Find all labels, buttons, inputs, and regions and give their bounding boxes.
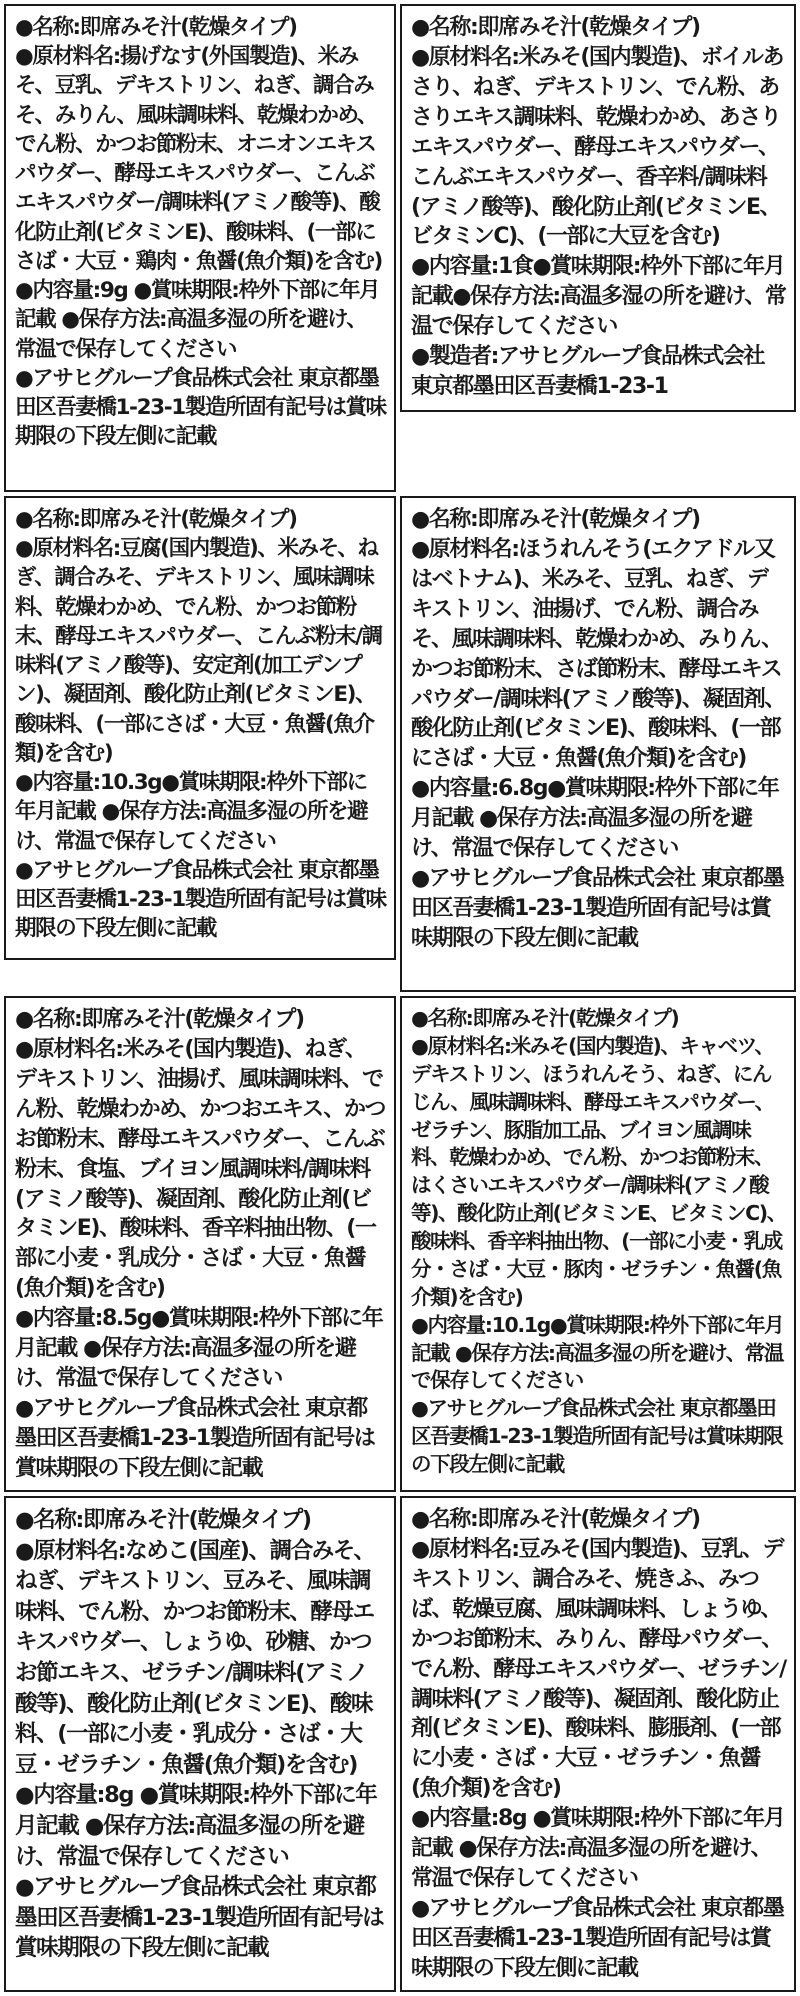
manufacturer-line: ●アサヒグループ食品株式会社 東京都墨田区吾妻橋1-23-1製造所固有記号は賞味期限の下段左側に記載: [15, 365, 386, 450]
label-panel-1: [4, 4, 396, 492]
content-expiry-storage-line: ●内容量:6.8g●賞味期限:枠外下部に年月記載 ●保存方法:高温多湿の所を避け、常温で保存してください: [411, 776, 779, 862]
manufacturer-line: ●アサヒグループ食品株式会社 東京都墨田区吾妻橋1-23-1製造所固有記号は賞味期限の下段左側に記載: [15, 1395, 375, 1481]
ingredients-line: ●原材料名:揚げなす(外国製造)、米みそ、豆乳、デキストリン、ねぎ、調合みそ、みりん、風味調味料、乾燥わかめ、でん粉、かつお節粉末、オニオンエキスパウダー、酵母エキスパウダー、こんぶエキスパウダー/調味料(アミノ酸等)、酸化防止剤(ビタミンE)、酸味料、(一部にさば・大豆・鶏肉・魚醤(魚介類)を含む): [15, 44, 382, 274]
label-panel-3: [4, 496, 396, 960]
label-panel-4: [400, 496, 796, 992]
content-expiry-storage-line: ●内容量:10.3g●賞味期限:枠外下部に年月記載 ●保存方法:高温多湿の所を避け、常温で保存してください: [15, 770, 368, 854]
label-panel-5: [4, 996, 396, 1492]
label-panel-6: [400, 996, 796, 1492]
label-panel-7: [4, 1496, 396, 1992]
ingredients-line: ●原材料名:なめこ(国産)、調合みそ、ねぎ、デキストリン、豆みそ、風味調味料、でん粉、かつお節粉末、酵母エキスパウダー、しょうゆ、砂糖、かつお節エキス、ゼラチン/調味料(アミノ酸等)、酸化防止剤(ビタミンE)、酸味料、(一部に小麦・乳成分・さば・大豆・ゼラチン・魚醤(魚介類)を含む): [15, 1537, 375, 1778]
label-panel-2: [400, 4, 796, 412]
name-line: ●名称:即席みそ汁(乾燥タイプ): [15, 507, 297, 532]
manufacturer-line: ●製造者:アサヒグループ食品株式会社 東京都墨田区吾妻橋1-23-1: [411, 344, 765, 400]
ingredients-line: ●原材料名:豆腐(国内製造)、米みそ、ねぎ、調合みそ、デキストリン、風味調味料、乾燥わかめ、でん粉、かつお節粉末、酵母エキスパウダー、こんぶ粉末/調味料(アミノ酸等)、安定剤(加工デンプン)、凝固剤、酸化防止剤(ビタミンE)、酸味料、(一部にさば・大豆・魚醤(魚介類)を含む): [15, 536, 382, 766]
name-line: ●名称:即席みそ汁(乾燥タイプ): [411, 1006, 679, 1030]
content-expiry-storage-line: ●内容量:9g ●賞味期限:枠外下部に年月記載 ●保存方法:高温多湿の所を避け、常温で保存してください: [15, 278, 380, 362]
manufacturer-line: ●アサヒグループ食品株式会社 東京都墨田区吾妻橋1-23-1製造所固有記号は賞味期限の下段左側に記載: [411, 1895, 784, 1981]
ingredients-line: ●原材料名:米みそ(国内製造)、ボイルあさり、ねぎ、デキストリン、でん粉、あさりエキス調味料、乾燥わかめ、あさりエキスパウダー、酵母エキスパウダー、こんぶエキスパウダー、香辛料/調味料(アミノ酸等)、酸化防止剤(ビタミンE、ビタミンC)、(一部に大豆を含む): [411, 44, 784, 250]
ingredients-line: ●原材料名:米みそ(国内製造)、キャベツ、デキストリン、ほうれんそう、ねぎ、にんじん、風味調味料、酵母エキスパウダー、ゼラチン、豚脂加工品、ブイヨン風調味料、乾燥わかめ、でん粉、かつお節粉末、はくさいエキスパウダー/調味料(アミノ酸等)、酸化防止剤(ビタミンE、ビタミンC)、酸味料、香辛料抽出物、(一部に小麦・乳成分・さば・大豆・豚肉・ゼラチン・魚醤(魚介類)を含む): [411, 1033, 786, 1309]
name-line: ●名称:即席みそ汁(乾燥タイプ): [15, 1007, 304, 1032]
ingredients-line: ●原材料名:豆みそ(国内製造)、豆乳、デキストリン、調合みそ、焼きふ、みつば、乾燥豆腐、風味調味料、しょうゆ、かつお節粉末、みりん、酵母パウダー、でん粉、酵母エキスパウダー、ゼラチン/調味料(アミノ酸等)、凝固剤、酸化防止剤(ビタミンE)、酸味料、膨脹剤、(一部に小麦・さば・大豆・ゼラチン・魚醤(魚介類)を含む): [411, 1536, 786, 1802]
name-line: ●名称:即席みそ汁(乾燥タイプ): [15, 1507, 311, 1533]
manufacturer-line: ●アサヒグループ食品株式会社 東京都墨田区吾妻橋1-23-1製造所固有記号は賞味期限の下段左側に記載: [411, 1396, 783, 1476]
content-expiry-storage-line: ●内容量:1食●賞味期限:枠外下部に年月記載●保存方法:高温多湿の所を避け、常温で保存してください: [411, 254, 786, 340]
content-expiry-storage-line: ●内容量:8g ●賞味期限:枠外下部に年月記載 ●保存方法:高温多湿の所を避け、常温で保存してください: [411, 1806, 785, 1892]
content-expiry-storage-line: ●内容量:8.5g●賞味期限:枠外下部に年月記載 ●保存方法:高温多湿の所を避け、常温で保存してください: [15, 1306, 383, 1392]
content-expiry-storage-line: ●内容量:8g ●賞味期限:枠外下部に年月記載 ●保存方法:高温多湿の所を避け、常温で保存してください: [15, 1782, 377, 1870]
content-expiry-storage-line: ●内容量:10.1g●賞味期限:枠外下部に年月記載 ●保存方法:高温多湿の所を避け、常温で保存してください: [411, 1312, 784, 1393]
manufacturer-line: ●アサヒグループ食品株式会社 東京都墨田区吾妻橋1-23-1製造所固有記号は賞味期限の下段左側に記載: [15, 857, 386, 942]
manufacturer-line: ●アサヒグループ食品株式会社 東京都墨田区吾妻橋1-23-1製造所固有記号は賞味期限の下段左側に記載: [411, 866, 784, 951]
name-line: ●名称:即席みそ汁(乾燥タイプ): [411, 1507, 700, 1532]
manufacturer-line: ●アサヒグループ食品株式会社 東京都墨田区吾妻橋1-23-1製造所固有記号は賞味期限の下段左側に記載: [15, 1874, 384, 1962]
name-line: ●名称:即席みそ汁(乾燥タイプ): [411, 15, 700, 40]
ingredients-line: ●原材料名:米みそ(国内製造)、ねぎ、デキストリン、油揚げ、風味調味料、でん粉、乾燥わかめ、かつおエキス、かつお節粉末、酵母エキスパウダー、こんぶ粉末、食塩、ブイヨン風調味料/調味料(アミノ酸等)、凝固剤、酸化防止剤(ビタミンE)、酸味料、香辛料抽出物、(一部に小麦・乳成分・さば・大豆・魚醤(魚介類)を含む): [15, 1036, 386, 1302]
label-panel-8: [400, 1496, 796, 1992]
ingredients-line: ●原材料名:ほうれんそう(エクアドル又はベトナム)、米みそ、豆乳、ねぎ、デキストリン、油揚げ、でん粉、調合みそ、風味調味料、乾燥わかめ、みりん、かつお節粉末、さば節粉末、酵母エキスパウダー/調味料(アミノ酸等)、凝固剤、酸化防止剤(ビタミンE)、酸味料、(一部にさば・大豆・魚醤(魚介類)を含む): [411, 536, 785, 772]
name-line: ●名称:即席みそ汁(乾燥タイプ): [411, 507, 700, 532]
name-line: ●名称:即席みそ汁(乾燥タイプ): [15, 15, 297, 40]
